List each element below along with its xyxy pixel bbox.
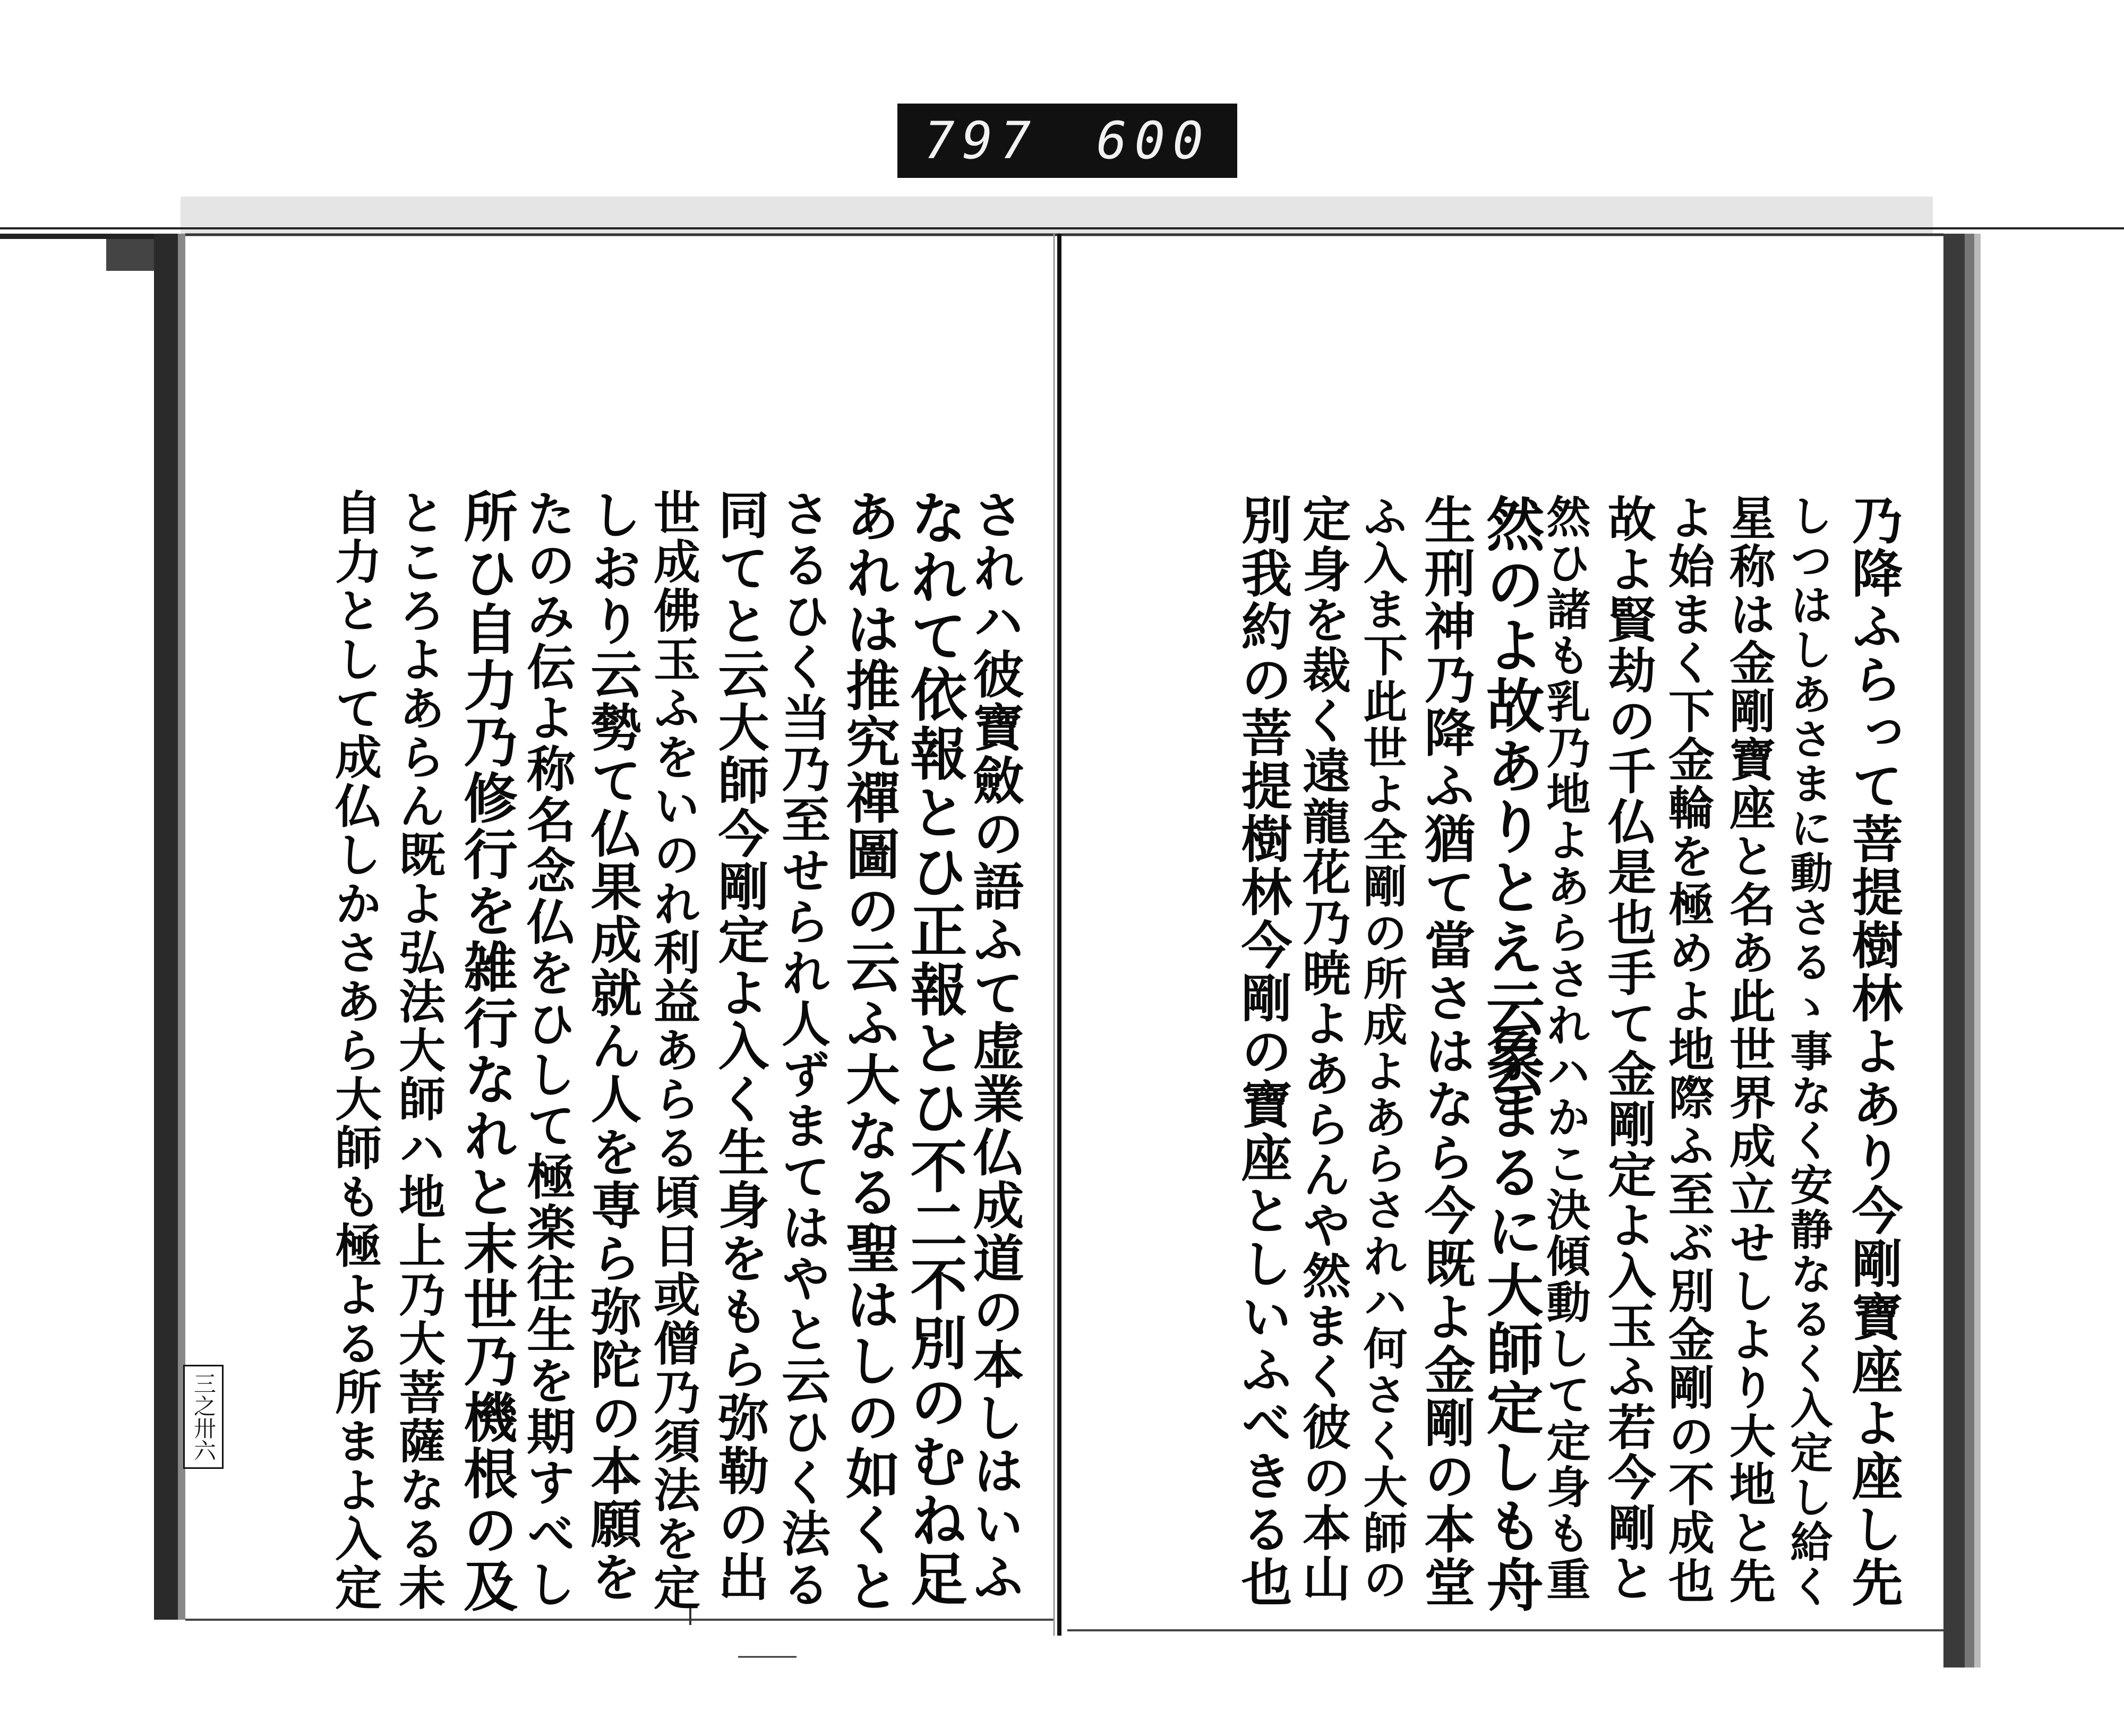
right-book-edge — [1943, 234, 1965, 1667]
text-column: しつはしあさまに動さるゝ事なく安静なるく入定し給く — [1783, 494, 1833, 1609]
text-column: ふ入ま下此世よ全剛の所成よあらされハ何さく大師の — [1356, 494, 1408, 1603]
text-column: あれは推究禪圖の云ふ大なる聖はしの如くと — [837, 489, 901, 1614]
folio-label: 三之卅六 — [183, 1365, 224, 1469]
counter-left: 797 — [924, 111, 1039, 170]
text-column: 定身を裁く遠龍花乃暁よあらんや然まく彼の本山 — [1295, 494, 1351, 1604]
text-column: なれて依報とひ正報とひ不二不別のむね足 — [901, 489, 967, 1609]
text-column: ところよあらん既よ弘法大師ハ地上乃大菩薩なる未 — [391, 489, 447, 1612]
text-column: 星称は金剛寶座と名あ此世界成立せしより大地と先 — [1722, 494, 1776, 1605]
text-column: さるひく当乃至せられ人ずまてはやと云ひく法る — [774, 489, 831, 1610]
text-column: されハ彼寶斂の語ふて虚業仏成道の本しはいふ — [965, 489, 1025, 1604]
text-column: 同てと云大師今剛定よ入く生身をもら弥勒の出 — [710, 489, 770, 1604]
text-column: 故よ賢劫の千仏是也手て金剛定よ入玉ふ若今剛と — [1600, 494, 1656, 1604]
text-column: しおり云勢て仏果成就ん人を専ら弥陀の本願を — [583, 489, 643, 1604]
text-column: たのみ伝よ称名念仏をひして極楽往生を期すべし — [519, 489, 576, 1610]
text-column: よ始まく下金輪を極めよ地際ふ至ぶ別金剛の不成也 — [1660, 494, 1715, 1605]
text-column: 生刑神乃降ふ猶て當さはなら今既よ金剛の本堂 — [1416, 494, 1476, 1609]
text-column: 世成佛玉ふをいのれ利益あらる頃日或僧乃須法を定 — [646, 489, 701, 1612]
text-column-indented: 象まるに大師定しも舟 — [1477, 1025, 1543, 1614]
text-column: 自力として成仏しかさあら大師も極よる所まよ入定 — [328, 489, 383, 1612]
text-column: 乃降ふらって菩提樹林よあり今剛寶座よ座し先 — [1844, 494, 1904, 1609]
text-column: 然ひ諸も乳乃地よあらされハかこ決傾動して定身も重 — [1539, 494, 1591, 1603]
counter-right: 600 — [1096, 111, 1211, 170]
text-column: 然のよ故ありとえ云云 — [1477, 494, 1545, 1099]
left-book-edge — [154, 234, 178, 1620]
frame-counter — [897, 104, 1237, 178]
text-column: 別我約の菩提樹林今剛の寶座としいふべきる也 — [1233, 494, 1293, 1609]
text-column: 所ひ自力乃修行を雑行なれと末世乃機根の及 — [455, 489, 518, 1614]
